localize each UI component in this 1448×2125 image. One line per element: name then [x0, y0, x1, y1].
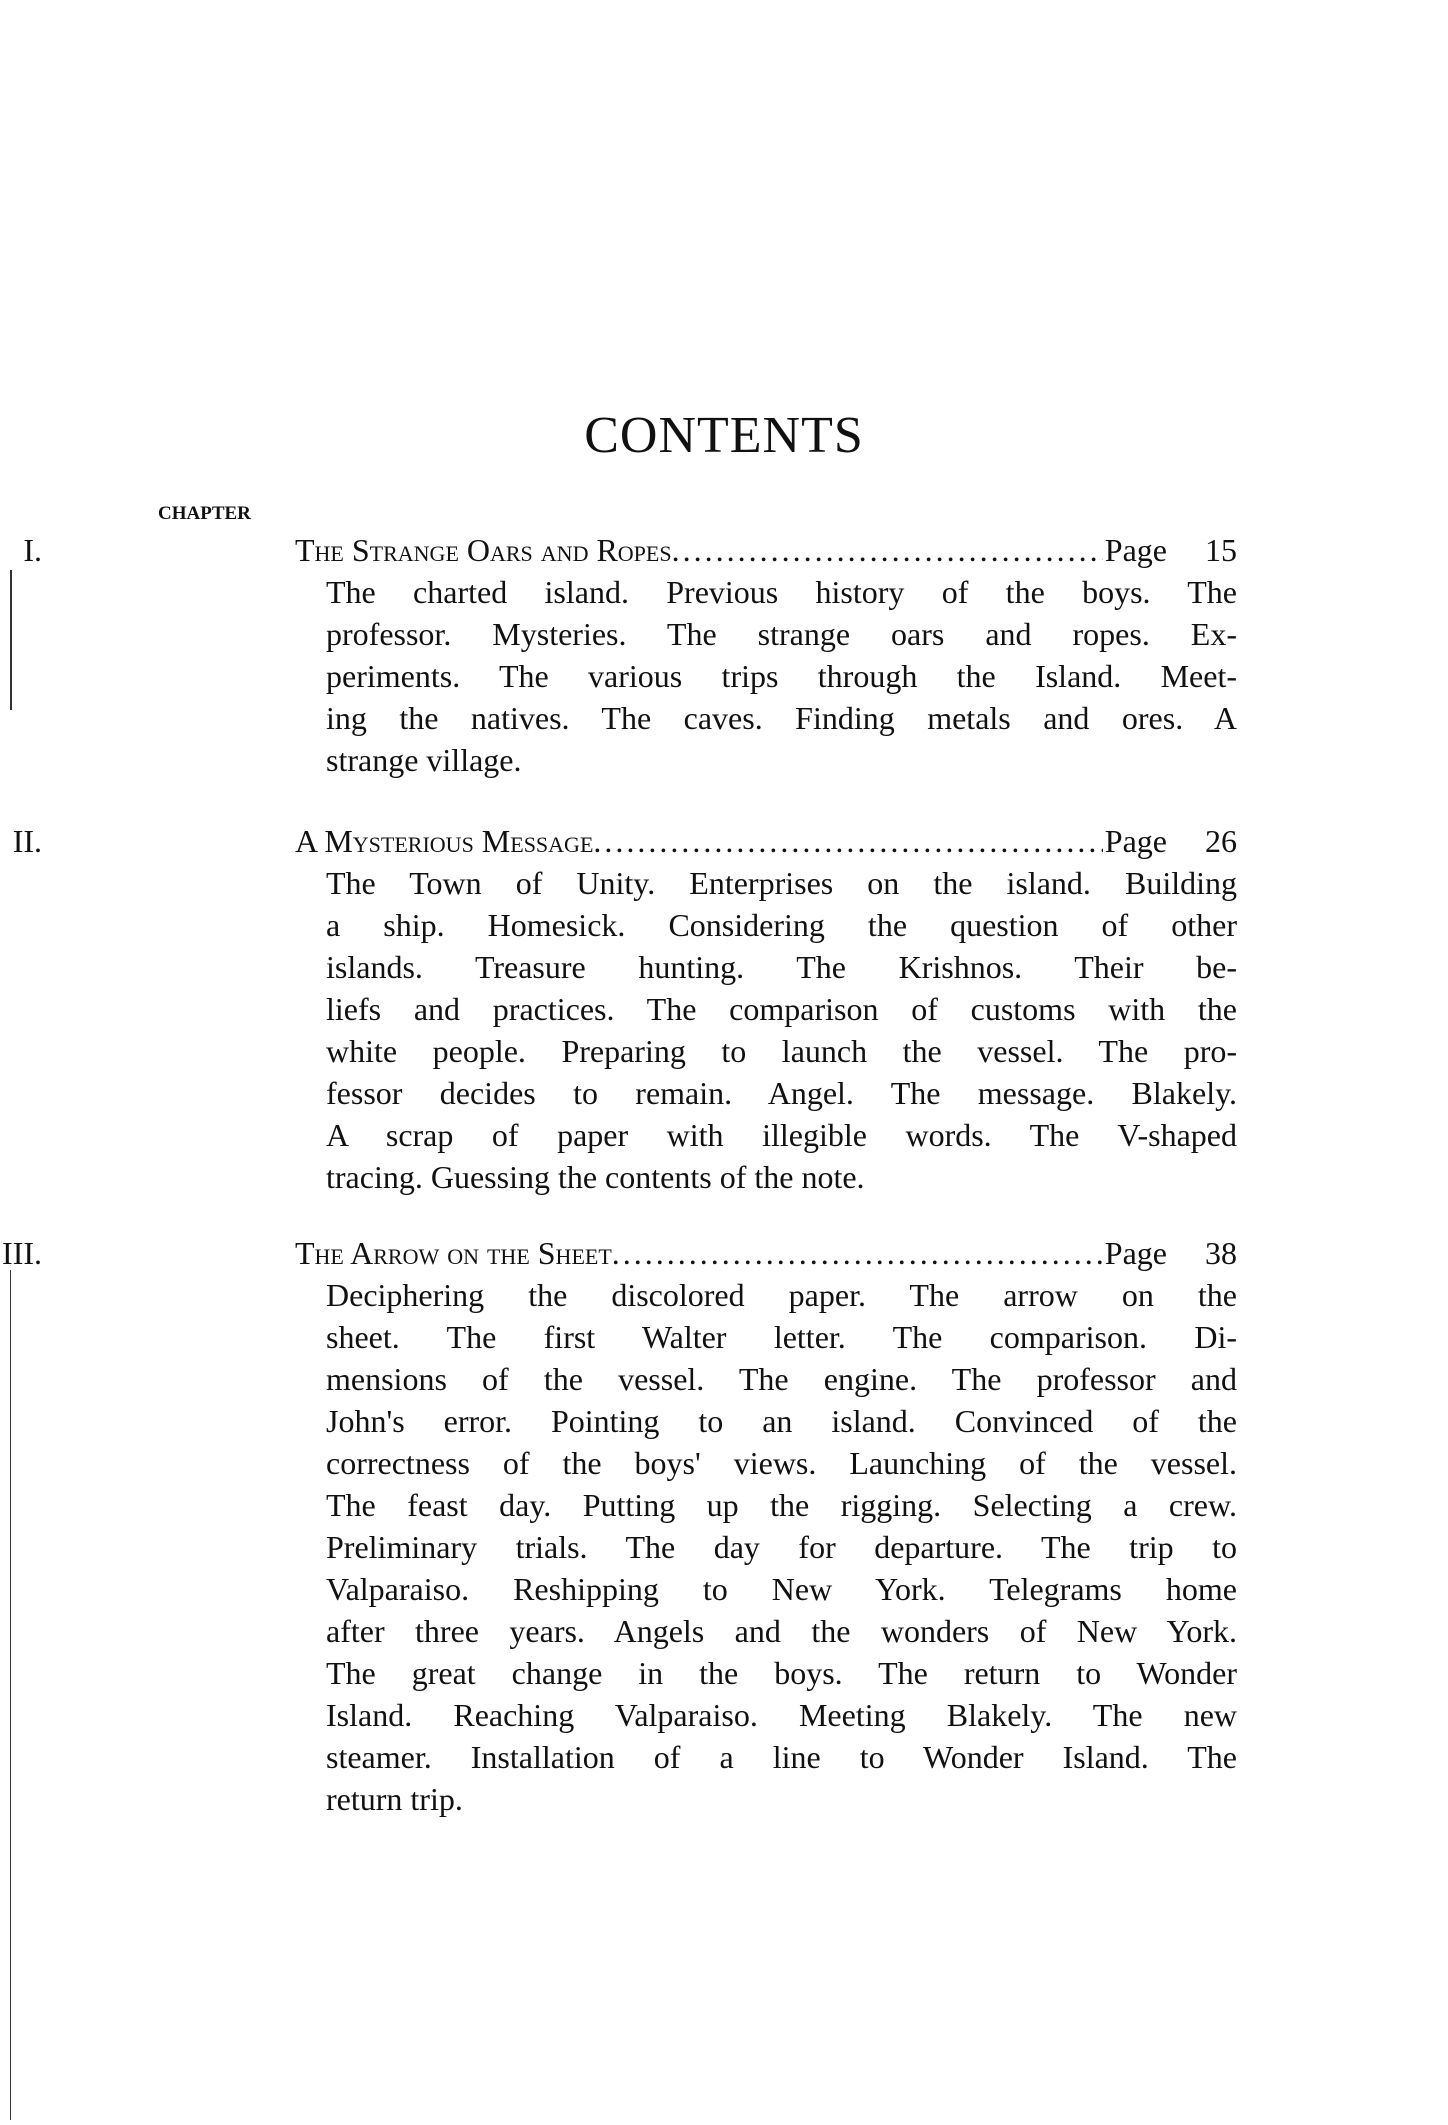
page-label: Page — [1104, 823, 1167, 859]
summary-line: Deciphering the discolored paper. The arrow on the — [326, 1277, 1237, 1313]
summary-line: tracing. Guessing the contents of the note. — [326, 1159, 865, 1195]
summary-line: strange village. — [326, 742, 522, 778]
page-title: CONTENTS — [584, 407, 864, 464]
summary-line: Island. Reaching Valparaiso. Meeting Blakely. The new — [326, 1697, 1237, 1733]
scan-edge-mark — [10, 1270, 11, 2120]
scan-edge-mark — [10, 570, 12, 710]
summary-line: sheet. The first Walter letter. The comparison. Di- — [326, 1319, 1237, 1355]
summary-line: A scrap of paper with illegible words. The V-shaped — [326, 1117, 1237, 1153]
summary-line: a ship. Homesick. Considering the question of other — [326, 907, 1237, 943]
summary-line: periments. The various trips through the Island. Meet- — [326, 658, 1237, 694]
chapter-summary — [326, 862, 1237, 1198]
page-number: 26 — [1205, 823, 1237, 859]
summary-line: after three years. Angels and the wonders of New York. — [326, 1613, 1237, 1649]
summary-line: steamer. Installation of a line to Wonder Island. The — [326, 1739, 1237, 1775]
chapter-title[interactable]: The Strange Oars and Ropes — [295, 532, 672, 568]
chapter-numeral: III. — [2, 1235, 42, 1271]
chapter-summary — [326, 1274, 1237, 1820]
summary-line: The charted island. Previous history of the boys. The — [326, 574, 1237, 610]
page-number: 15 — [1205, 532, 1237, 568]
dot-leader — [593, 820, 1102, 862]
summary-line: return trip. — [326, 1781, 463, 1817]
chapter-title[interactable]: A Mysterious Message — [295, 823, 594, 859]
summary-line: professor. Mysteries. The strange oars and ropes. Ex- — [326, 616, 1237, 652]
dot-leader — [672, 529, 1103, 571]
summary-line: liefs and practices. The comparison of customs with the — [326, 991, 1237, 1027]
chapter-summary — [326, 571, 1237, 781]
chapter-numeral: II. — [12, 823, 42, 859]
summary-line: mensions of the vessel. The engine. The professor and — [326, 1361, 1237, 1397]
summary-line: The feast day. Putting up the rigging. Selecting a crew. — [326, 1487, 1237, 1523]
dot-leader — [612, 1232, 1103, 1274]
summary-line: islands. Treasure hunting. The Krishnos. Their be- — [326, 949, 1237, 985]
summary-line: Preliminary trials. The day for departure. The trip to — [326, 1529, 1237, 1565]
summary-line: correctness of the boys' views. Launching of the vessel. — [326, 1445, 1237, 1481]
chapter-heading — [0, 529, 1237, 571]
chapter-title[interactable]: The Arrow on the Sheet — [295, 1235, 612, 1271]
chapter-heading — [0, 820, 1237, 862]
summary-line: John's error. Pointing to an island. Convinced of the — [326, 1403, 1237, 1439]
chapter-numeral: I. — [23, 532, 42, 568]
page-label: Page — [1104, 532, 1167, 568]
summary-line: ing the natives. The caves. Finding metals and ores. A — [326, 700, 1237, 736]
page-label: Page — [1104, 1235, 1167, 1271]
summary-line: Valparaiso. Reshipping to New York. Telegrams home — [326, 1571, 1237, 1607]
chapter-heading — [0, 1232, 1237, 1274]
summary-line: fessor decides to remain. Angel. The message. Blakely. — [326, 1075, 1237, 1111]
summary-line: The Town of Unity. Enterprises on the island. Building — [326, 865, 1237, 901]
page-number: 38 — [1205, 1235, 1237, 1271]
summary-line: The great change in the boys. The return to Wonder — [326, 1655, 1237, 1691]
chapter-column-label: CHAPTER — [158, 503, 251, 524]
summary-line: white people. Preparing to launch the vessel. The pro- — [326, 1033, 1237, 1069]
